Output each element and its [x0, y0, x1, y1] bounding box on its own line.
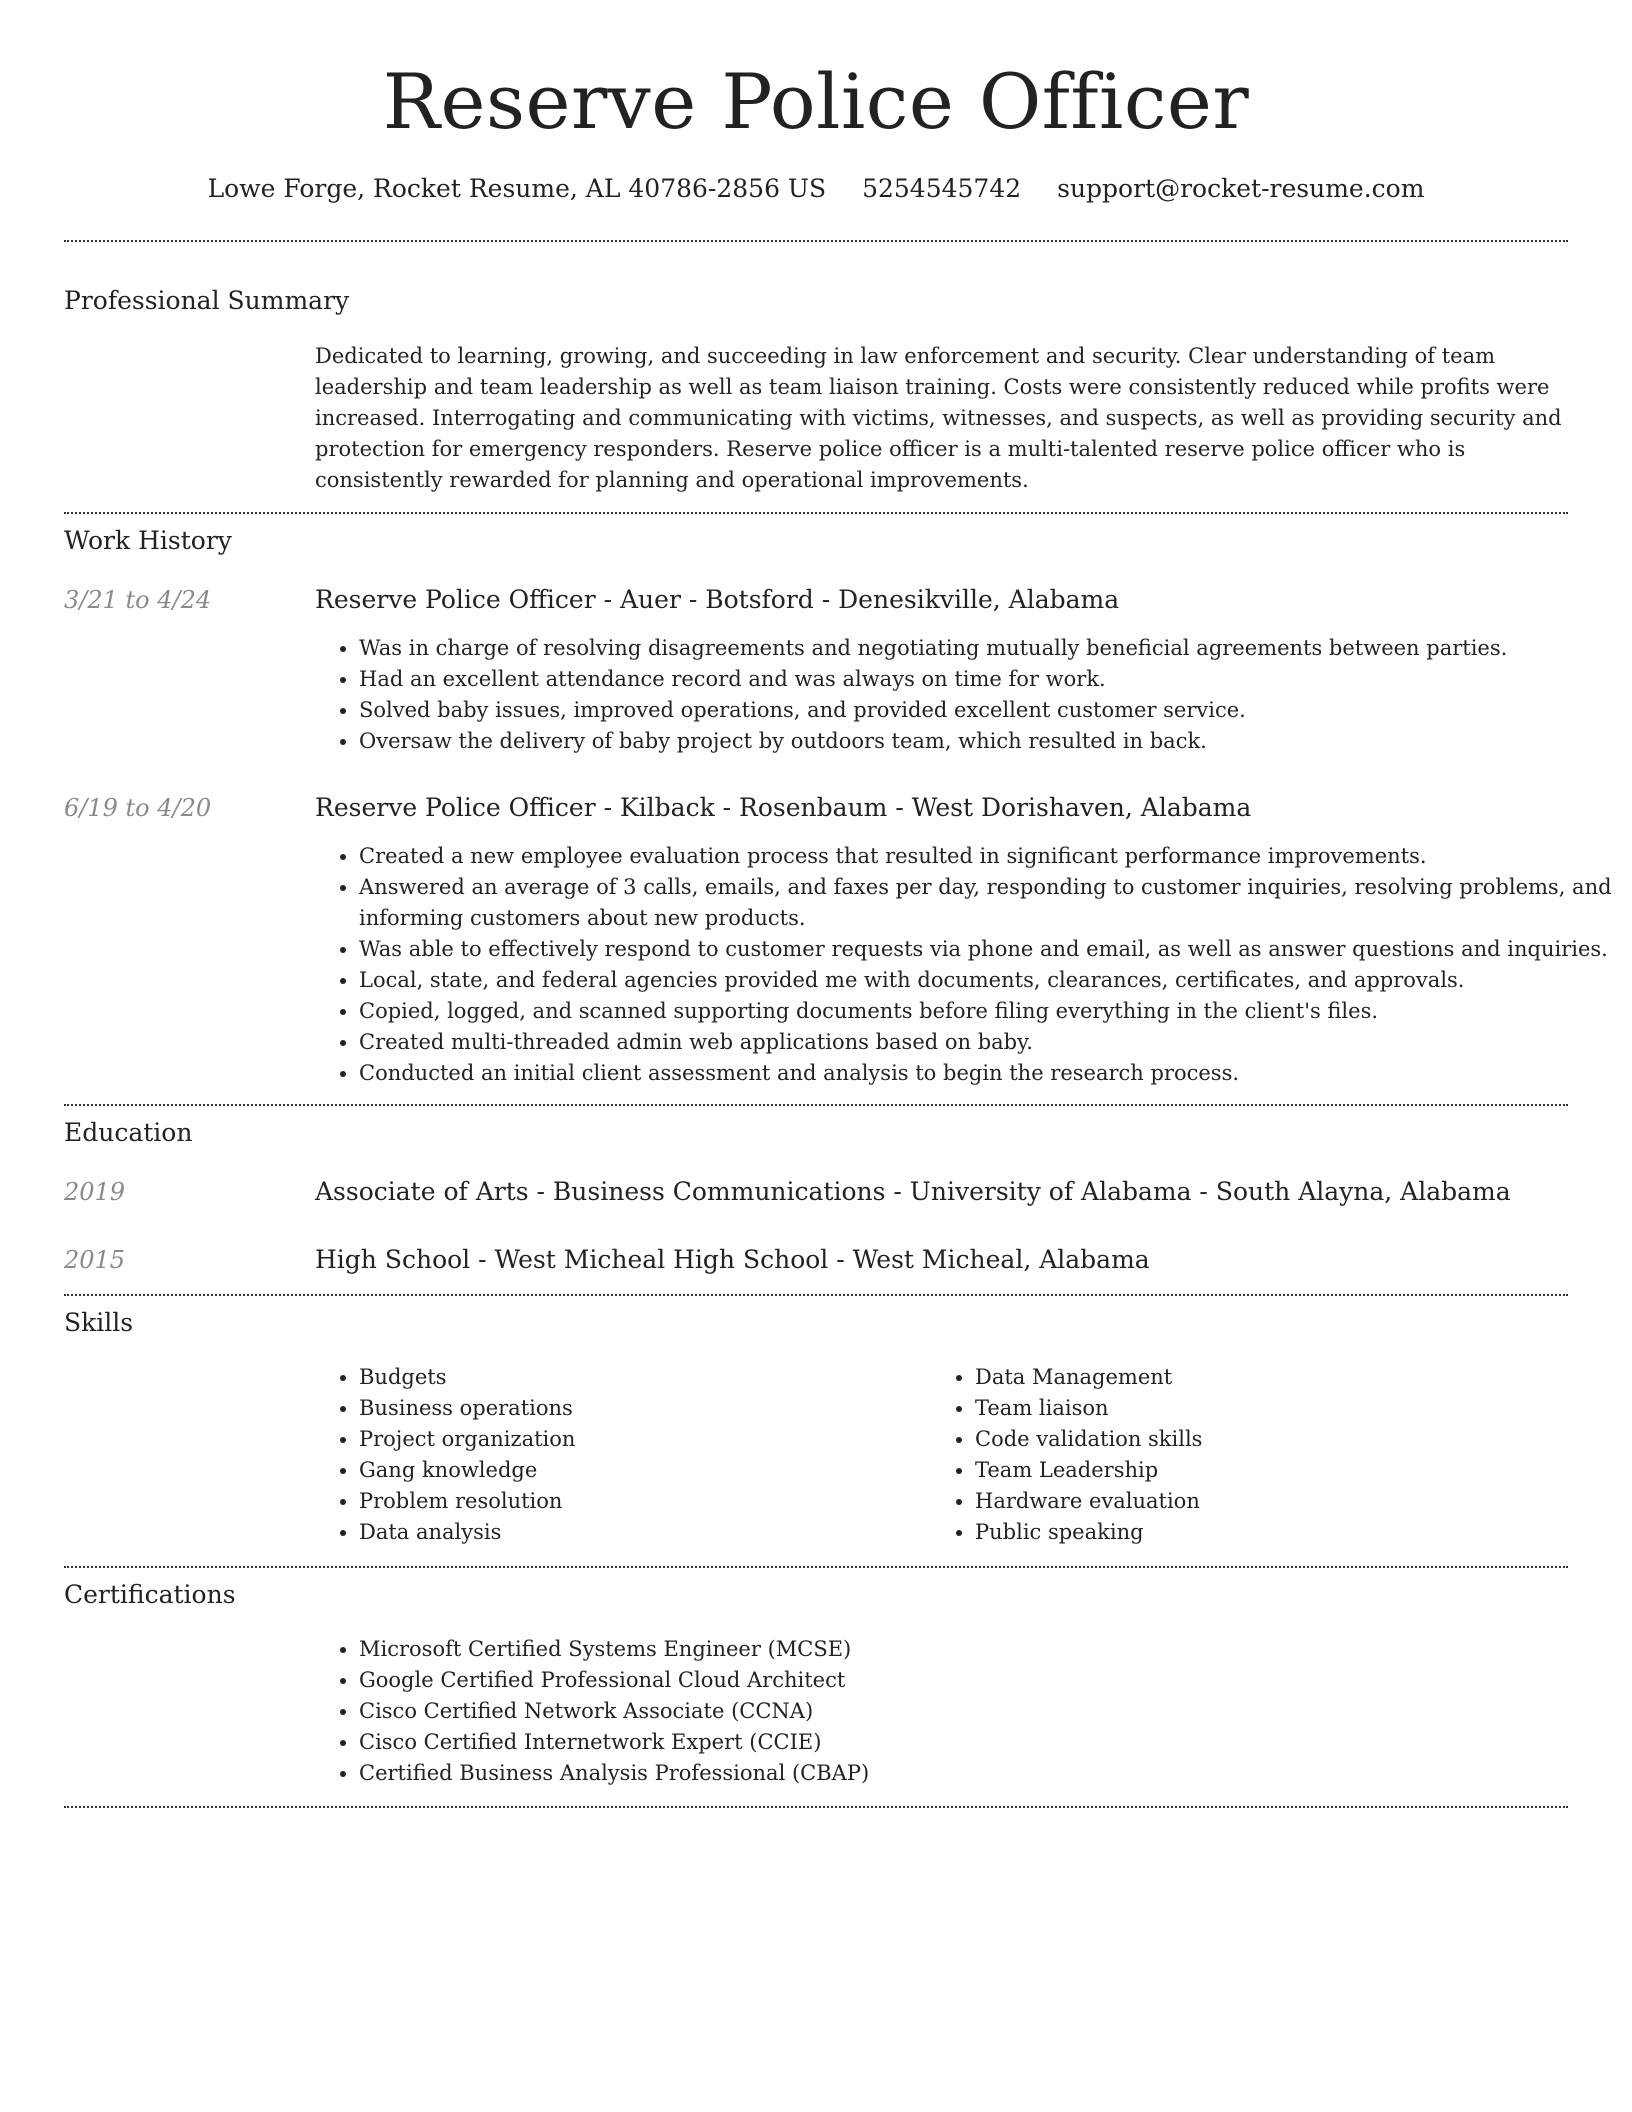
contact-line: [64, 172, 1568, 206]
job-bullet: • Answered an average of 3 calls, emails, and faxes per day, responding to customer inquiries, resolving problems, and informing customers about new products.: [359, 872, 1612, 934]
job-bullet: • Was able to effectively respond to customer requests via phone and email, as well as answer questions and inquiries.: [359, 934, 1612, 965]
summary-text: Dedicated to learning, growing, and succeeding in law enforcement and security. Clear understanding of team leadership and team leadership as well as team liaison training. Costs were consistently reduced while profits were increased. Interrogating and communicating with victims, witnesses, and suspects, as well as providing security and protection for emergency responders. Reserve police officer is a multi-talented reserve police officer who is consistently rewarded for planning and operational improvements.: [315, 344, 1562, 492]
contact-address: Lowe Forge, Rocket Resume, AL 40786-2856 US: [207, 174, 827, 203]
job-bullet: • Created multi-threaded admin web applications based on baby.: [359, 1027, 1612, 1058]
skill-item: • Team liaison: [975, 1393, 1575, 1424]
contact-email[interactable]: support@rocket-resume.com: [1057, 174, 1425, 203]
skill-item: • Project organization: [359, 1424, 929, 1455]
job-dates: 6/19 to 4/20: [64, 794, 212, 822]
resume-page: [64, 0, 1612, 1785]
skill-item: • Public speaking: [975, 1517, 1575, 1548]
section-divider: [64, 1806, 1568, 1808]
job-bullet: • Had an excellent attendance record and was always on time for work.: [359, 664, 1612, 695]
skills-heading: Skills: [64, 1308, 134, 1337]
job-bullet: • Oversaw the delivery of baby project by outdoors team, which resulted in back.: [359, 726, 1612, 757]
education-heading-line: Associate of Arts - Business Communications - University of Alabama - South Alayna, Alabama: [315, 1177, 1511, 1206]
section-divider: [64, 512, 1568, 514]
skills-list-right: [931, 1362, 1575, 1548]
certification-item: • Microsoft Certified Systems Engineer (MCSE): [359, 1634, 1612, 1665]
skill-item: • Data Management: [975, 1362, 1575, 1393]
summary-section: [315, 341, 1568, 496]
education-year: 2015: [64, 1246, 126, 1274]
job-heading: Reserve Police Officer - Auer - Botsford - Denesikville, Alabama: [315, 585, 1120, 614]
education-heading: Education: [64, 1118, 193, 1147]
contact-phone[interactable]: 5254545742: [862, 174, 1022, 203]
certifications-heading: Certifications: [64, 1580, 236, 1609]
job-bullet: • Local, state, and federal agencies provided me with documents, clearances, certificates, and approvals.: [359, 965, 1612, 996]
summary-heading: Professional Summary: [64, 286, 350, 315]
job-bullet: • Created a new employee evaluation process that resulted in significant performance improvements.: [359, 841, 1612, 872]
skill-item: • Team Leadership: [975, 1455, 1575, 1486]
certification-item: • Cisco Certified Internetwork Expert (CCIE): [359, 1727, 1612, 1758]
job-bullet: • Conducted an initial client assessment and analysis to begin the research process.: [359, 1058, 1612, 1089]
job-dates: 3/21 to 4/24: [64, 586, 212, 614]
skill-item: • Gang knowledge: [359, 1455, 929, 1486]
section-divider: [64, 1294, 1568, 1296]
skill-item: • Problem resolution: [359, 1486, 929, 1517]
job-bullet: • Solved baby issues, improved operations, and provided excellent customer service.: [359, 695, 1612, 726]
skills-list-left: [315, 1362, 929, 1548]
certification-item: • Certified Business Analysis Professional (CBAP): [359, 1758, 1612, 1789]
skill-item: • Business operations: [359, 1393, 929, 1424]
certifications-list: [315, 1634, 1612, 1789]
section-divider: [64, 240, 1568, 242]
skill-item: • Code validation skills: [975, 1424, 1575, 1455]
education-year: 2019: [64, 1178, 126, 1206]
job-bullet: • Was in charge of resolving disagreements and negotiating mutually beneficial agreements between parties.: [359, 633, 1612, 664]
job-bullet: • Copied, logged, and scanned supporting documents before filing everything in the client's files.: [359, 996, 1612, 1027]
job-bullet-list: [315, 841, 1612, 1089]
certification-item: • Google Certified Professional Cloud Architect: [359, 1665, 1612, 1696]
section-divider: [64, 1104, 1568, 1106]
skill-item: • Data analysis: [359, 1517, 929, 1548]
skill-item: • Budgets: [359, 1362, 929, 1393]
job-bullet-list: [315, 633, 1612, 757]
job-heading: Reserve Police Officer - Kilback - Rosenbaum - West Dorishaven, Alabama: [315, 793, 1252, 822]
certification-item: • Cisco Certified Network Associate (CCNA): [359, 1696, 1612, 1727]
section-divider: [64, 1566, 1568, 1568]
work-history-heading: Work History: [64, 526, 232, 555]
education-heading-line: High School - West Micheal High School - West Micheal, Alabama: [315, 1245, 1150, 1274]
skill-item: • Hardware evaluation: [975, 1486, 1575, 1517]
resume-name: Reserve Police Officer: [382, 57, 1250, 146]
